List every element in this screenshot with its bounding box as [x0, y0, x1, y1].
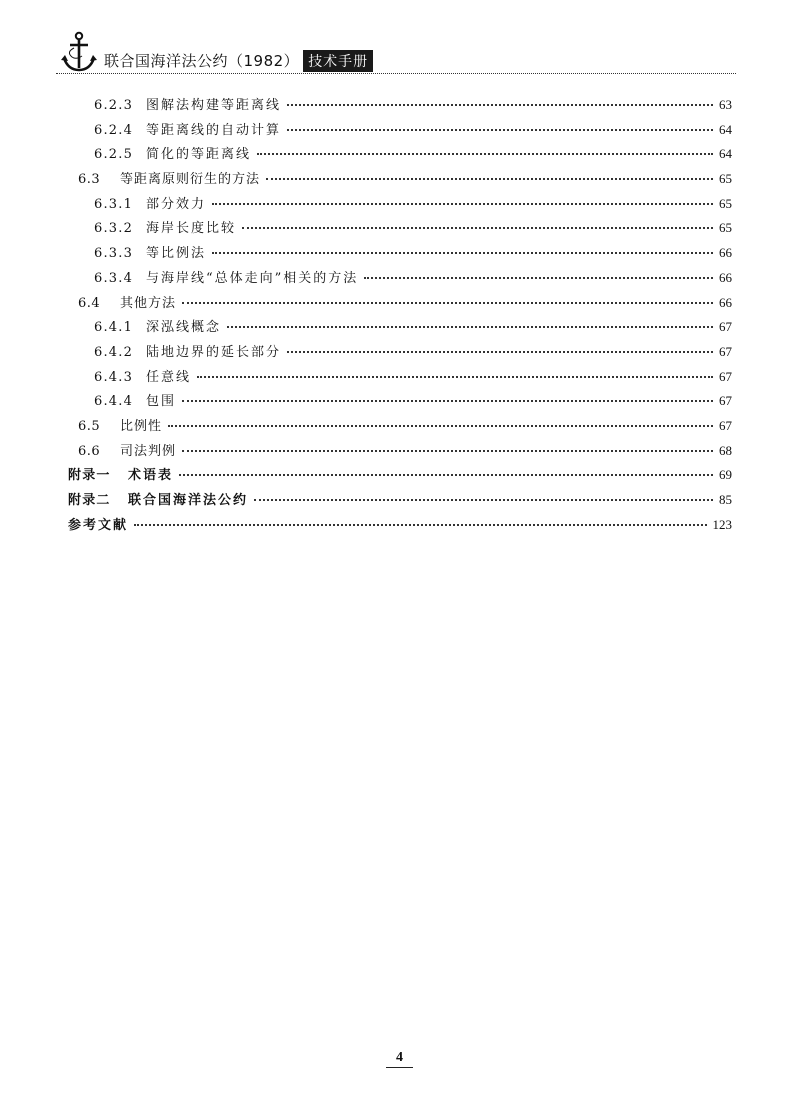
toc-entry[interactable] [68, 292, 732, 317]
dot-leader [364, 277, 713, 279]
toc-entry-number: 6.5 [78, 418, 101, 434]
toc-entry-page: 67 [719, 368, 732, 384]
dot-leader [182, 400, 713, 402]
toc-entry-title: 等距离原则衍生的方法 [120, 172, 261, 188]
dot-leader [179, 474, 713, 476]
toc-entry[interactable] [68, 514, 732, 539]
toc-entry-page: 68 [719, 442, 732, 458]
toc-entry-title: 包围 [146, 394, 177, 410]
header-divider [56, 73, 736, 74]
toc-entry-page: 67 [719, 343, 732, 359]
dot-leader [134, 524, 706, 526]
toc-entry-number: 6.3.2 [94, 221, 134, 237]
toc-entry-title: 比例性 [120, 418, 163, 434]
toc-entry-title: 其他方法 [120, 295, 177, 311]
toc-entry-title: 图解法构建等距离线 [146, 98, 282, 113]
dot-leader [287, 129, 713, 131]
toc-entry-number: 附录二 [68, 493, 111, 508]
toc-entry-page: 67 [719, 417, 732, 433]
dot-leader [254, 499, 713, 501]
toc-entry[interactable] [68, 440, 732, 465]
dot-leader [182, 302, 713, 304]
toc-entry-title: 任意线 [146, 369, 192, 385]
toc-entry-number: 6.6 [78, 443, 101, 459]
toc-entry[interactable] [68, 168, 732, 193]
dot-leader [212, 252, 713, 254]
toc-entry[interactable] [68, 119, 732, 144]
dot-leader [168, 425, 713, 427]
toc-entry-title: 深泓线概念 [146, 320, 222, 336]
toc-entry-page: 65 [719, 171, 732, 187]
header-badge: 技术手册 [303, 50, 373, 72]
toc-entry-page: 69 [719, 467, 732, 483]
table-of-contents [68, 94, 732, 538]
toc-entry[interactable] [68, 415, 732, 440]
dot-leader [242, 227, 713, 229]
dot-leader [227, 326, 713, 328]
toc-entry-title: 等距离线的自动计算 [146, 122, 282, 138]
toc-entry-number: 6.3.3 [94, 246, 134, 262]
toc-entry-page: 67 [719, 393, 732, 409]
toc-entry-number: 6.3.1 [94, 196, 134, 212]
toc-entry-number: 6.3.4 [94, 270, 134, 286]
toc-entry-page: 64 [719, 146, 732, 162]
toc-entry-number: 附录一 [68, 468, 111, 484]
toc-entry[interactable] [68, 341, 732, 366]
header-title [104, 50, 373, 72]
dot-leader [182, 450, 713, 452]
toc-entry[interactable] [68, 267, 732, 292]
toc-entry-title: 部分效力 [146, 196, 207, 212]
toc-entry-title: 与海岸线“总体走向”相关的方法 [146, 270, 359, 286]
page-number: 4 [386, 1050, 413, 1068]
toc-entry[interactable] [68, 366, 732, 391]
toc-entry[interactable] [68, 143, 732, 168]
toc-entry-page: 85 [719, 492, 732, 507]
toc-entry-page: 123 [712, 516, 732, 532]
toc-entry-title: 术语表 [128, 468, 174, 484]
toc-entry[interactable] [68, 94, 732, 119]
dot-leader [257, 153, 713, 155]
toc-entry[interactable] [68, 464, 732, 489]
toc-entry-number: 6.2.3 [94, 98, 134, 113]
toc-entry-title: 等比例法 [146, 246, 207, 262]
toc-entry-title: 简化的等距离线 [146, 147, 252, 163]
dot-leader [266, 178, 713, 180]
toc-entry-page: 66 [719, 269, 732, 285]
dot-leader [212, 203, 713, 205]
toc-entry-page: 64 [719, 121, 732, 137]
toc-entry-title: 陆地边界的延长部分 [146, 344, 282, 360]
toc-entry-number: 6.4.1 [94, 320, 134, 336]
toc-entry[interactable] [68, 193, 732, 218]
toc-entry[interactable] [68, 316, 732, 341]
dot-leader [287, 351, 713, 353]
toc-entry-number: 6.4.4 [94, 394, 134, 410]
anchor-icon [60, 30, 98, 74]
toc-entry-number: 6.3 [78, 172, 101, 188]
dot-leader [287, 104, 713, 106]
toc-entry[interactable] [68, 390, 732, 415]
toc-entry-page: 65 [719, 195, 732, 211]
toc-entry-number: 6.2.5 [94, 147, 134, 163]
toc-entry-title: 参考文献 [68, 517, 129, 533]
running-header [56, 30, 736, 76]
toc-entry[interactable] [68, 217, 732, 242]
toc-entry-number: 6.4.3 [94, 369, 134, 385]
toc-entry-page: 63 [719, 97, 732, 112]
toc-entry-page: 65 [719, 220, 732, 236]
toc-entry-title: 联合国海洋法公约 [128, 493, 249, 508]
book-title: 联合国海洋法公约（1982） [104, 52, 300, 70]
toc-entry-number: 6.4 [78, 295, 101, 311]
toc-entry[interactable] [68, 489, 732, 514]
toc-entry-title: 海岸长度比较 [146, 221, 237, 237]
toc-entry[interactable] [68, 242, 732, 267]
toc-entry-number: 6.4.2 [94, 344, 134, 360]
toc-entry-page: 67 [719, 319, 732, 335]
toc-entry-page: 66 [719, 294, 732, 310]
dot-leader [197, 376, 713, 378]
toc-entry-number: 6.2.4 [94, 122, 134, 138]
toc-entry-page: 66 [719, 245, 732, 261]
toc-entry-title: 司法判例 [120, 443, 177, 459]
